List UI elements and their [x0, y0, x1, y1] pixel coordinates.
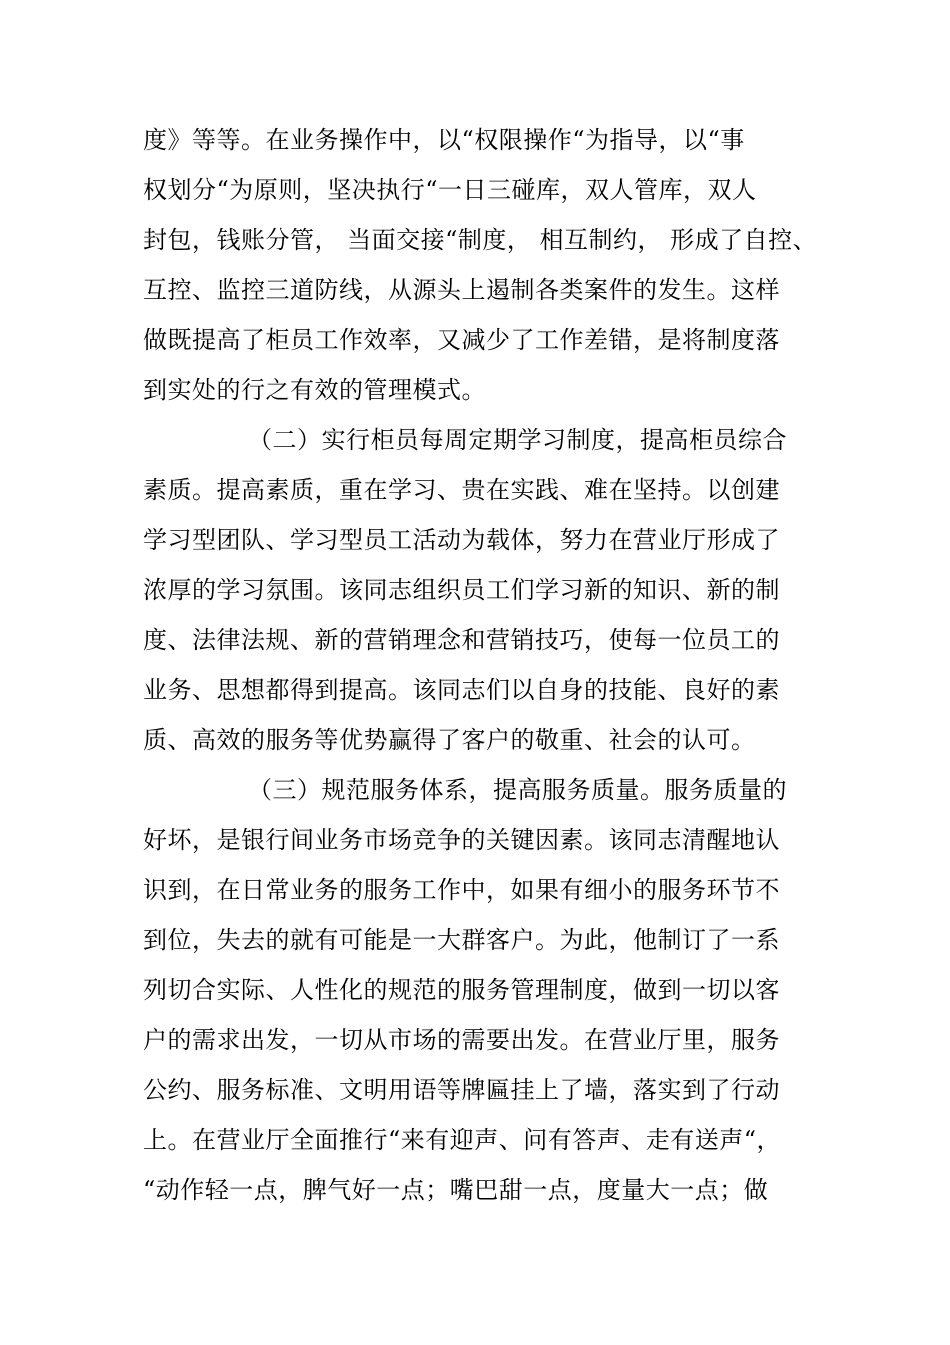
text-line: “动作轻一点，脾气好一点；嘴巴甜一点，度量大一点；做: [143, 1176, 769, 1204]
text-line: 度》等等。在业务操作中，以“权限操作“为指导，以“事: [143, 126, 745, 154]
text-line: 度、法律法规、新的营销理念和营销技巧，使每一位员工的: [143, 626, 780, 654]
text-line: 列切合实际、人性化的规范的服务管理制度，做到一切以客: [143, 976, 780, 1004]
section-heading-2: （二）实行柜员每周定期学习制度，提高柜员综合: [248, 426, 787, 454]
text-line: 互控、监控三道防线，从源头上遏制各类案件的发生。这样: [143, 276, 780, 304]
text-line: 做既提高了柜员工作效率，又减少了工作差错，是将制度落: [143, 326, 780, 354]
text-line: 封包，钱账分管， 当面交接“制度， 相互制约， 形成了自控、: [143, 226, 818, 254]
text-line: 到实处的行之有效的管理模式。: [143, 376, 486, 404]
text-line: 上。在营业厅全面推行“来有迎声、问有答声、走有送声“，: [143, 1126, 782, 1154]
text-line: 浓厚的学习氛围。该同志组织员工们学习新的知识、新的制: [143, 576, 780, 604]
text-line: 学习型团队、学习型员工活动为载体，努力在营业厅形成了: [143, 526, 780, 554]
text-line: 业务、思想都得到提高。该同志们以自身的技能、良好的素: [143, 676, 780, 704]
text-line: 素质。提高素质，重在学习、贵在实践、难在坚持。以创建: [143, 476, 780, 504]
text-line: 到位，失去的就有可能是一大群客户。为此，他制订了一系: [143, 926, 780, 954]
text-line: 质、高效的服务等优势赢得了客户的敬重、社会的认可。: [143, 726, 756, 754]
text-line: 公约、服务标准、文明用语等牌匾挂上了墙，落实到了行动: [143, 1076, 780, 1104]
text-line: 好坏，是银行间业务市场竞争的关键因素。该同志清醒地认: [143, 826, 780, 854]
text-line: 权划分“为原则，坚决执行“一日三碰库，双人管库，双人: [143, 176, 757, 204]
text-line: 识到，在日常业务的服务工作中，如果有细小的服务环节不: [143, 876, 780, 904]
section-heading-3: （三）规范服务体系，提高服务质量。服务质量的: [248, 776, 787, 804]
text-line: 户的需求出发，一切从市场的需要出发。在营业厅里，服务: [143, 1026, 780, 1054]
